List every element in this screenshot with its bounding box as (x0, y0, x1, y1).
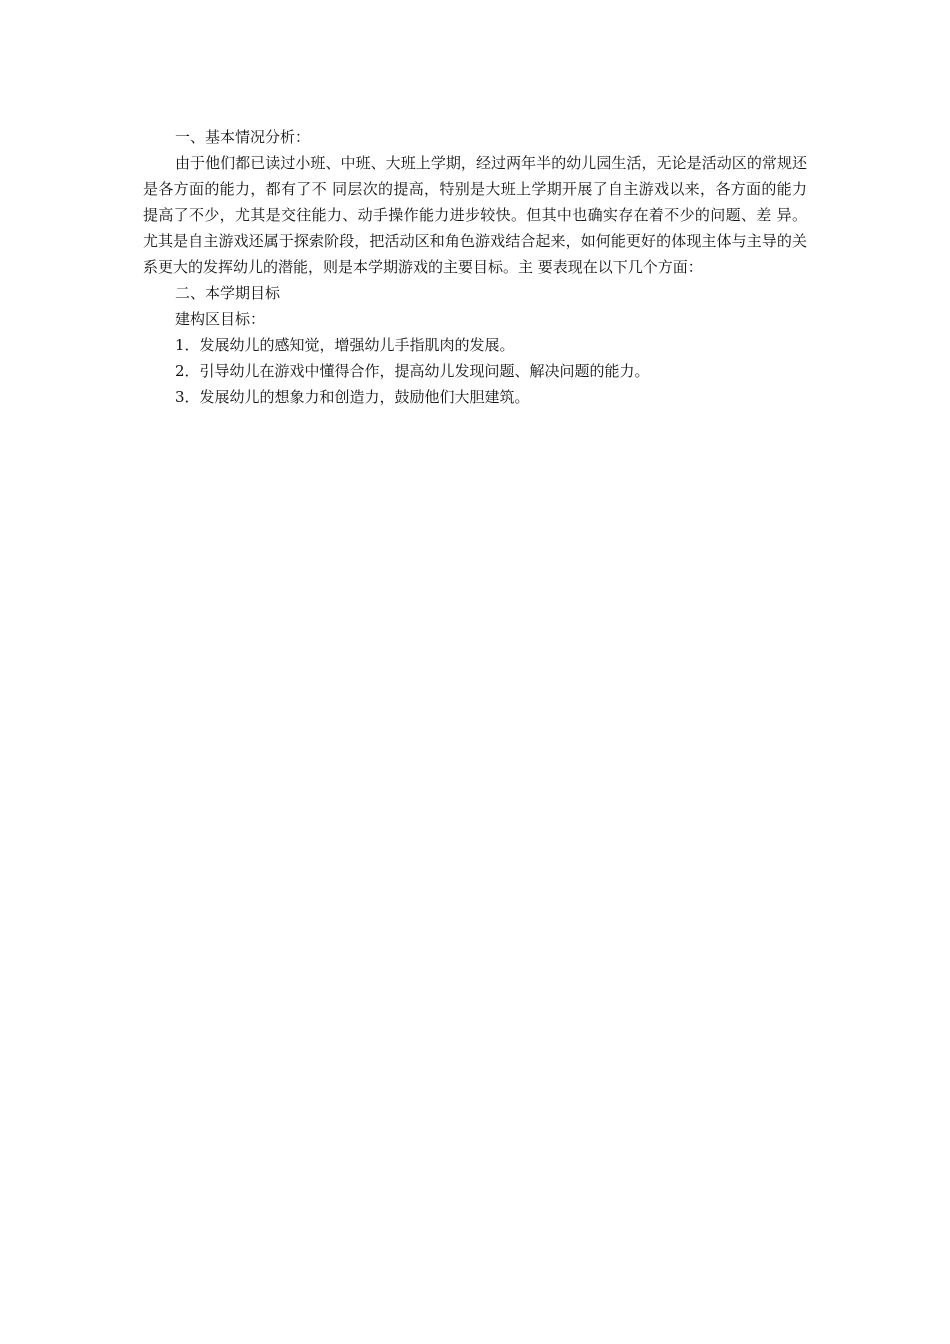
goal-item: 2．引导幼儿在游戏中懂得合作，提高幼儿发现问题、解决问题的能力。 (175, 362, 650, 380)
subsection-heading-construction-area: 建构区目标： (175, 310, 266, 328)
section-heading-basic-analysis: 一、基本情况分析： (175, 128, 311, 146)
section-heading-semester-goals: 二、本学期目标 (175, 284, 281, 302)
analysis-paragraph: 由于他们都已读过小班、中班、大班上学期，经过两年半的幼儿园生活，无论是活动区的常规还是各方面的能力，都有了不 同层次的提高，特别是大班上学期开展了自主游戏以来，各方面的能力提高了不少，尤其是交往能力、动手操作能力进步较快。但其中也确实存在着不少的问题、差 异。尤其是自主游戏还属于探索阶段，把活动区和角色游戏结合起来，如何能更好的体现主体与主导的关系更大的发挥幼儿的潜能，则是本学期游戏的主要目标。主 要表现在以下几个方面： (143, 154, 807, 276)
goal-item: 1．发展幼儿的感知觉，增强幼儿手指肌肉的发展。 (175, 336, 515, 354)
goal-item: 3．发展幼儿的想象力和创造力，鼓励他们大胆建筑。 (175, 388, 530, 406)
document-body (143, 124, 807, 410)
